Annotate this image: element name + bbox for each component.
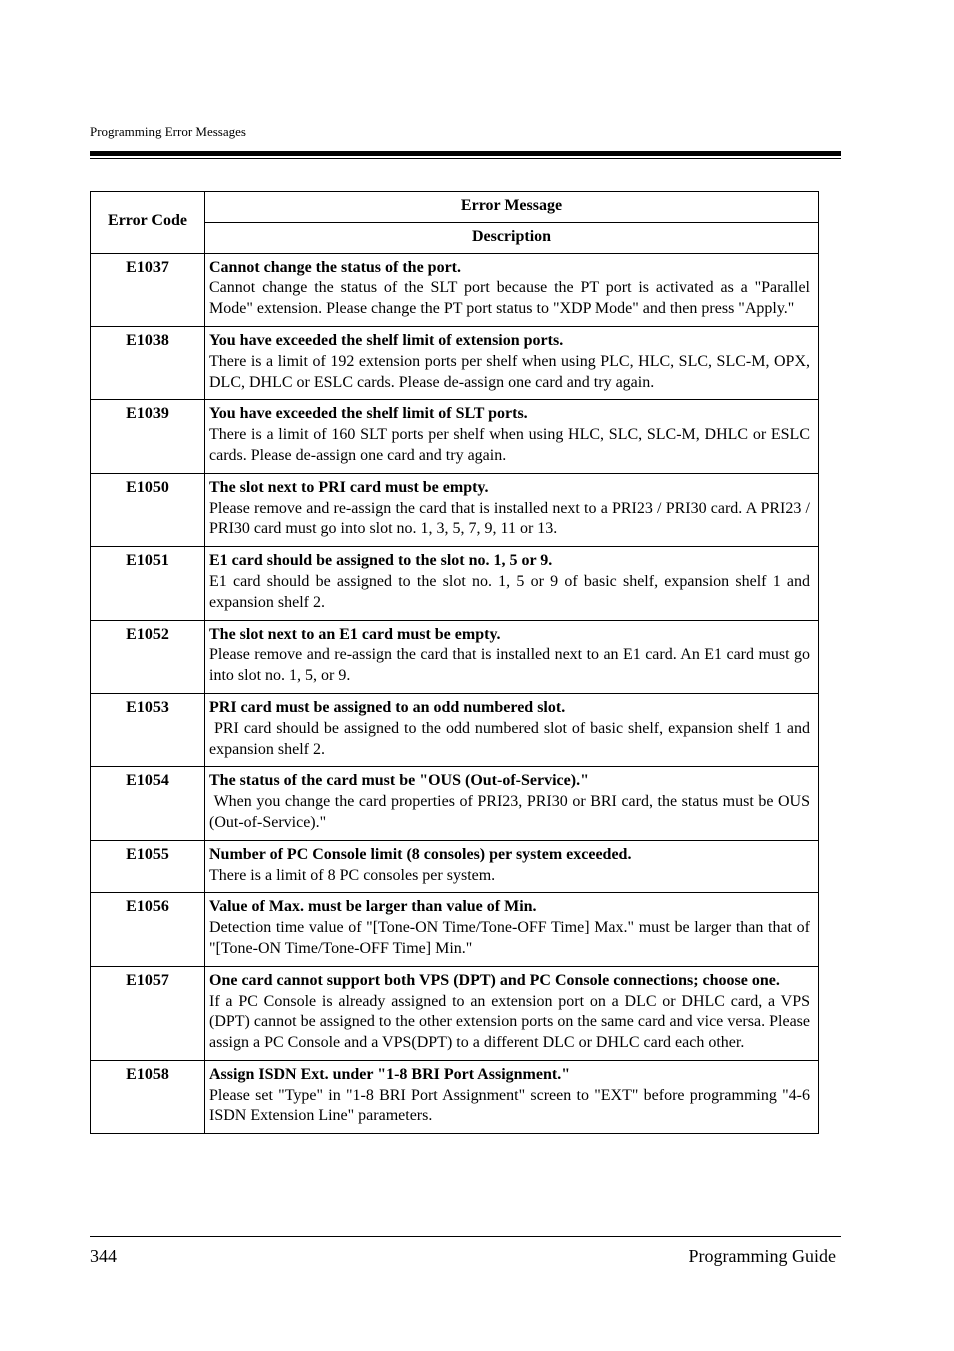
error-description: There is a limit of 8 PC consoles per system.: [209, 866, 496, 884]
error-code: E1038: [91, 326, 205, 399]
table-row: [91, 473, 819, 546]
error-code: E1055: [91, 840, 205, 893]
error-description: There is a limit of 192 extension ports per shelf when using PLC, HLC, SLC, SLC-M, OPX, DLC, DHLC or ESLC cards. Please de-assign one card and try again.: [209, 352, 814, 391]
table-row: [91, 693, 819, 766]
running-title: Programming Error Messages: [90, 124, 246, 139]
table-row: [91, 547, 819, 620]
page-number: 344: [90, 1246, 117, 1266]
column-header-description: Description: [205, 222, 819, 253]
error-description: E1 card should be assigned to the slot no. 1, 5 or 9 of basic shelf, expansion shelf 1 and expansion shelf 2.: [209, 572, 814, 611]
table-row: [91, 400, 819, 473]
error-description: Detection time value of "[Tone-ON Time/Tone-OFF Time] Max." must be larger than that of "[Tone-ON Time/Tone-OFF Time] Min.": [209, 919, 814, 957]
error-message: One card cannot support both VPS (DPT) and PC Console connections; choose one.: [209, 971, 780, 989]
table-row: [91, 893, 819, 966]
error-code: E1051: [91, 547, 205, 620]
footer-rule: [90, 1236, 841, 1237]
column-header-error-code: Error Code: [91, 192, 205, 254]
error-entry: [205, 547, 819, 620]
table-row: [91, 767, 819, 840]
error-entry: [205, 840, 819, 893]
error-code: E1056: [91, 893, 205, 966]
table-row: [91, 840, 819, 893]
error-code: E1050: [91, 473, 205, 546]
error-description: When you change the card properties of PRI23, PRI30 or BRI card, the status must be OUS (Out-of-Service).": [209, 793, 814, 831]
error-message: PRI card must be assigned to an odd numbered slot.: [209, 698, 566, 716]
error-code: E1037: [91, 253, 205, 326]
table-row: [91, 1060, 819, 1133]
error-description: There is a limit of 160 SLT ports per shelf when using HLC, SLC, SLC-M, DHLC or ESLC cards. Please de-assign one card and try again.: [209, 426, 814, 464]
error-code: E1039: [91, 400, 205, 473]
error-table: [90, 191, 819, 1134]
error-entry: [205, 893, 819, 966]
error-table-header: [91, 192, 819, 254]
error-entry: [205, 966, 819, 1060]
error-message: Number of PC Console limit (8 consoles) per system exceeded.: [209, 845, 632, 863]
error-message: Value of Max. must be larger than value of Min.: [209, 898, 537, 916]
error-description: Please remove and re-assign the card that is installed next to an E1 card. An E1 card must go into slot no. 1, 5, or 9.: [209, 646, 814, 685]
error-entry: [205, 693, 819, 766]
error-code: E1052: [91, 620, 205, 693]
error-entry: [205, 253, 819, 326]
error-message: You have exceeded the shelf limit of extension ports.: [209, 331, 564, 349]
error-code: E1053: [91, 693, 205, 766]
header-rule-thick: [90, 151, 841, 156]
error-message: E1 card should be assigned to the slot no. 1, 5 or 9.: [209, 552, 553, 570]
error-message: Assign ISDN Ext. under "1-8 BRI Port Assignment.": [209, 1065, 571, 1083]
column-header-error-message: Error Message: [205, 192, 819, 223]
error-table-body: [91, 253, 819, 1134]
table-row: [91, 966, 819, 1060]
error-code: E1057: [91, 966, 205, 1060]
error-entry: [205, 400, 819, 473]
error-description: PRI card should be assigned to the odd numbered slot of basic shelf, expansion shelf 1 and expansion shelf 2.: [209, 719, 815, 758]
error-message: The slot next to an E1 card must be empty.: [209, 625, 501, 643]
table-row: [91, 326, 819, 399]
error-description: Please set "Type" in "1-8 BRI Port Assignment" screen to "EXT" before programming "4-6 ISDN Extension Line" parameters.: [209, 1086, 814, 1125]
error-message: The slot next to PRI card must be empty.: [209, 478, 489, 496]
error-code: E1054: [91, 767, 205, 840]
table-row: [91, 620, 819, 693]
error-entry: [205, 767, 819, 840]
error-description: If a PC Console is already assigned to an extension port on a DLC or DHLC card, a VPS (DPT) cannot be assigned to the other extension ports on the same card and vice versa. Please assign a PC Console and a VPS(DPT) to a different DLC or DHLC card each other.: [209, 992, 814, 1052]
error-message: The status of the card must be "OUS (Out-of-Service).": [209, 772, 589, 790]
guide-title: Programming Guide: [688, 1246, 836, 1266]
error-entry: [205, 473, 819, 546]
error-description: Cannot change the status of the SLT port because the PT port is activated as a "Parallel Mode" extension. Please change the PT port status to "XDP Mode" and then press "Apply.": [209, 279, 814, 318]
error-entry: [205, 1060, 819, 1133]
error-message: You have exceeded the shelf limit of SLT ports.: [209, 405, 528, 423]
error-entry: [205, 326, 819, 399]
table-row: [91, 253, 819, 326]
header-rule-thin: [90, 158, 841, 159]
error-description: Please remove and re-assign the card that is installed next to a PRI23 / PRI30 card. A PRI23 / PRI30 card must go into slot no. 1, 3, 5, 7, 9, 11 or 13.: [209, 499, 814, 538]
error-entry: [205, 620, 819, 693]
error-code: E1058: [91, 1060, 205, 1133]
error-message: Cannot change the status of the port.: [209, 258, 461, 276]
